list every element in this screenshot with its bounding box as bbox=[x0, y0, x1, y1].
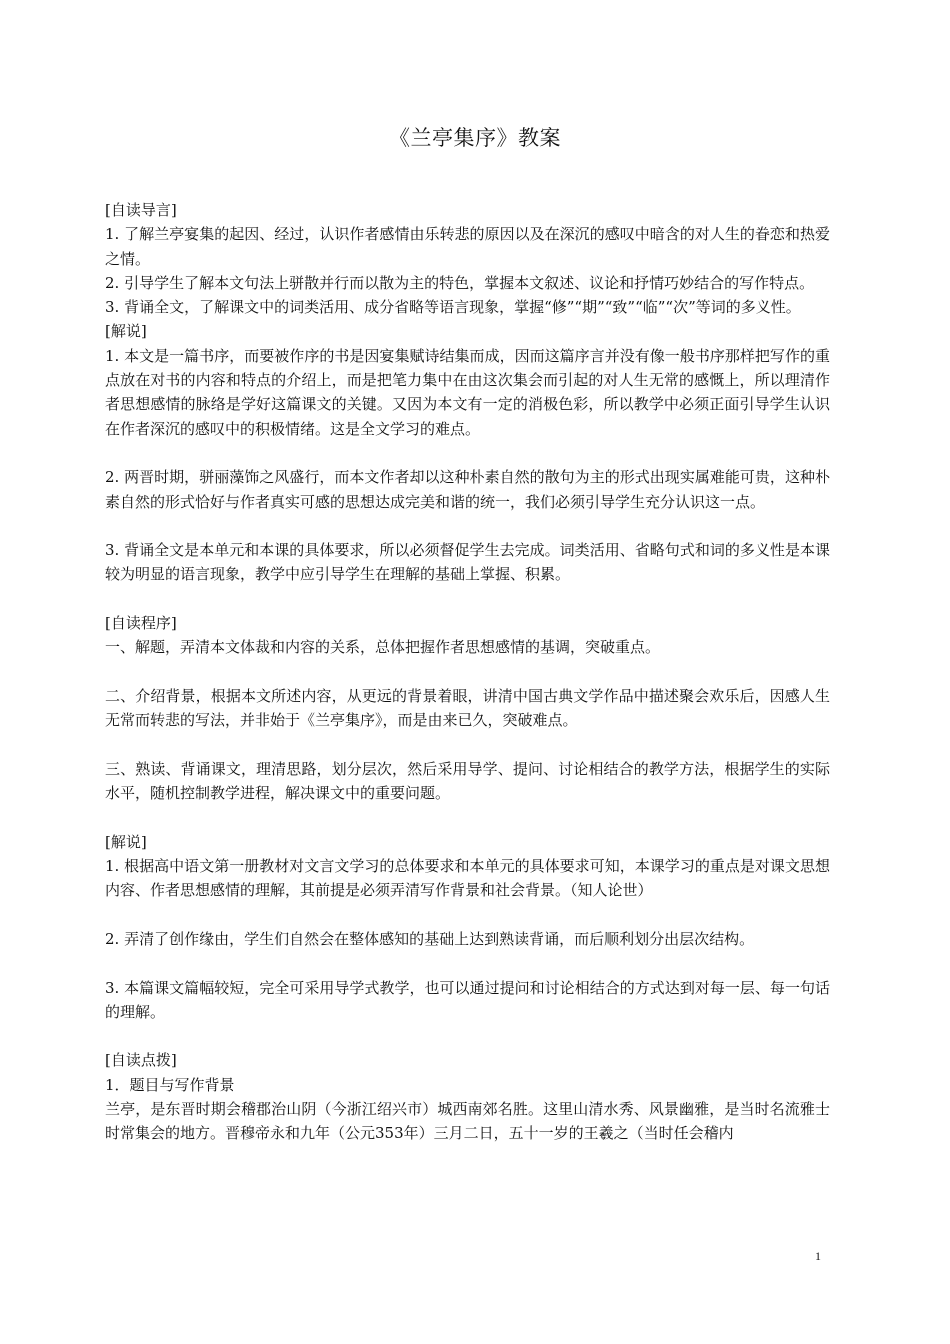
section-heading-jieshuo-2: [解说] bbox=[105, 832, 147, 851]
chengxu-item-2: 二、介绍背景，根据本文所述内容，从更远的背景着眼，讲清中国古典文学作品中描述聚会欢乐后，因感人生无常而转悲的写法，并非始于《兰亭集序》，而是由来已久，突破难点。 bbox=[105, 686, 830, 730]
section-heading-zidu-dianbo: [自读点拨] bbox=[105, 1051, 177, 1070]
document-body bbox=[105, 198, 830, 1146]
section-heading-zidu-daoyan: [自读导言] bbox=[105, 201, 177, 219]
jieshuo1-item-2: 2. 两晋时期，骈丽藻饰之风盛行，而本文作者却以这种朴素自然的散句为主的形式出现实属难能可贵，这种朴素自然的形式恰好与作者真实可感的思想达成完美和谐的统一，我们必须引导学生充分认识这一点。 bbox=[105, 468, 830, 511]
chengxu-item-1: 一、解题，弄清本文体裁和内容的关系，总体把握作者思想感情的基调，突破重点。 bbox=[105, 638, 661, 657]
jieshuo1-item-3: 3. 背诵全文是本单元和本课的具体要求，所以必须督促学生去完成。词类活用、省略句式和词的多义性是本课较为明显的语言现象，教学中应引导学生在理解的基础上掌握、积累。 bbox=[105, 541, 830, 584]
paragraph-gap bbox=[105, 805, 830, 829]
daoyan-item-1: 1. 了解兰亭宴集的起因、经过，认识作者感情由乐转悲的原因以及在深沉的感叹中暗含的对人生的眷恋和热爱之情。 bbox=[105, 225, 830, 268]
chengxu-item-3: 三、熟读、背诵课文，理清思路，划分层次，然后采用导学、提问、讨论相结合的教学方法，根据学生的实际水平，随机控制教学进程，解决课文中的重要问题。 bbox=[105, 759, 830, 803]
daoyan-item-2: 2. 引导学生了解本文句法上骈散并行而以散为主的特色，掌握本文叙述、议论和抒情巧妙结合的写作特点。 bbox=[105, 273, 815, 292]
daoyan-item-3: 3. 背诵全文，了解课文中的词类活用、成分省略等语言现象，掌握“修”“期”“致”“临”“次”等词的多义性。 bbox=[105, 298, 801, 317]
document-title: 《兰亭集序》教案 bbox=[389, 126, 561, 150]
page-number: 1 bbox=[815, 1249, 821, 1263]
paragraph-gap bbox=[105, 587, 830, 611]
jieshuo1-item-1: 1. 本文是一篇书序，而要被作序的书是因宴集赋诗结集而成，因而这篇序言并没有像一般书序那样把写作的重点放在对书的内容和特点的介绍上，而是把笔力集中在由这次集会而引起的对人生无常的感慨上，所以理清作者思想感情的脉络是学好这篇课文的关键。又因为本文有一定的消极色彩，所以教学中必须正面引导学生认识在作者深沉的感叹中的积极情绪。这是全文学习的难点。 bbox=[105, 346, 830, 438]
section-heading-zidu-chengxu: [自读程序] bbox=[105, 614, 177, 633]
paragraph-gap bbox=[105, 733, 830, 757]
paragraph-gap bbox=[105, 1024, 830, 1048]
paragraph-gap bbox=[105, 903, 830, 927]
dianbo-paragraph: 兰亭，是东晋时期会稽郡治山阴（今浙江绍兴市）城西南郊名胜。这里山清水秀、风景幽雅，是当时名流雅士时常集会的地方。晋穆帝永和九年（公元353年）三月二日，五十一岁的王羲之（当时任会稽内 bbox=[105, 1099, 830, 1143]
jieshuo2-item-3: 3. 本篇课文篇幅较短，完全可采用导学式教学，也可以通过提问和讨论相结合的方式达到对每一层、每一句话的理解。 bbox=[105, 978, 830, 1021]
jieshuo2-item-1: 1. 根据高中语文第一册教材对文言文学习的总体要求和本单元的具体要求可知，本课学习的重点是对课文思想内容、作者思想感情的理解，其前提是必须弄清写作背景和社会背景。（知人论世） bbox=[105, 857, 830, 900]
paragraph-gap bbox=[105, 514, 830, 538]
paragraph-gap bbox=[105, 951, 830, 975]
paragraph-gap bbox=[105, 660, 830, 684]
section-heading-jieshuo-1: [解说] bbox=[105, 322, 147, 341]
paragraph-gap bbox=[105, 441, 830, 465]
dianbo-subheading: 1．题目与写作背景 bbox=[105, 1075, 235, 1094]
jieshuo2-item-2: 2. 弄清了创作缘由，学生们自然会在整体感知的基础上达到熟读背诵，而后顺利划分出层次结构。 bbox=[105, 929, 755, 948]
